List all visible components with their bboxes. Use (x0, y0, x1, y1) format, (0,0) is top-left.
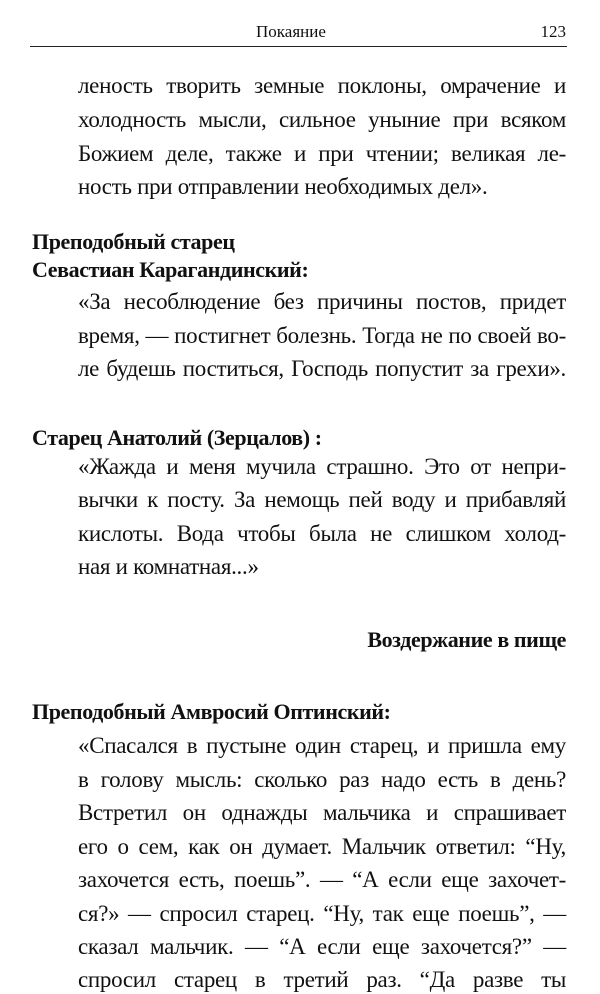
text-line: «Жажда и меня мучила страшно. Это от непри- (78, 454, 566, 479)
section-title: Воздержание в пище (367, 627, 566, 652)
running-title: Покаяние (256, 22, 326, 41)
text-line: вычки к посту. За немощь пей воду и прибавляй (78, 487, 566, 512)
text-line: Встретил он однажды мальчика и спрашивает (78, 800, 566, 825)
text-line: время, — постигнет болезнь. Тогда не по своей во- (78, 323, 566, 348)
author-heading: Севастиан Карагандинский: (32, 257, 309, 282)
text-line: ся?» — спросил старец. “Ну, так еще поешь”, — (78, 901, 566, 926)
text-line: кислоты. Вода чтобы была не слишком холод- (78, 521, 566, 546)
text-line: ная и комнатная...» (78, 554, 259, 579)
text-line: сказал мальчик. — “А если еще захочется?” — (78, 934, 566, 959)
text-line: захочется есть, поешь”. — “А если еще захочет- (78, 867, 566, 892)
page-number: 123 (540, 22, 566, 41)
text-line: его о сем, как он думает. Мальчик ответил: “Ну, (78, 834, 566, 859)
text-line: «За несоблюдение без причины постов, придет (78, 289, 566, 314)
header-rule (30, 46, 567, 47)
author-heading: Преподобный Амвросий Оптинский: (32, 699, 391, 724)
text-line: в голову мысль: сколько раз надо есть в день? (78, 767, 566, 792)
text-line: Божием деле, также и при чтении; великая ле- (78, 141, 566, 166)
author-heading: Преподобный старец (32, 229, 235, 254)
text-line: спросил старец в третий раз. “Да разве ты (78, 967, 566, 992)
author-heading: Старец Анатолий (Зерцалов) : (32, 425, 322, 450)
text-line: холодность мысли, сильное уныние при всяком (78, 107, 566, 132)
text-line: ность при отправлении необходимых дел». (78, 174, 488, 199)
text-line: ле будешь поститься, Господь попустит за грехи». (78, 356, 566, 381)
text-line: «Спасался в пустыне один старец, и пришла ему (78, 733, 566, 758)
text-line: леность творить земные поклоны, омрачение и (78, 73, 566, 98)
